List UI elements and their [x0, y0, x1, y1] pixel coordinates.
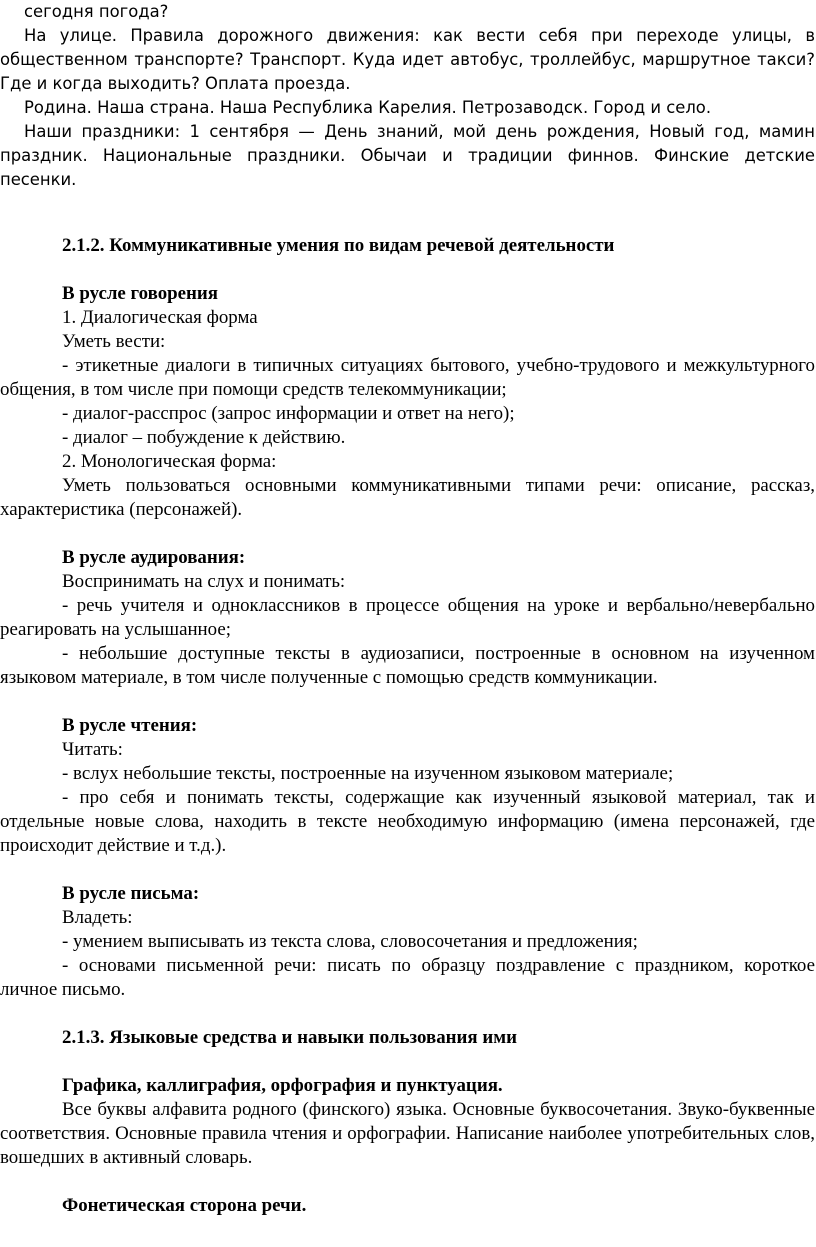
- list-item: - основами письменной речи: писать по образцу поздравление с праздником, короткое личное письмо.: [0, 955, 815, 1000]
- text-line: Читать:: [62, 739, 123, 760]
- subheading-phonetics: Фонетическая сторона речи.: [62, 1195, 307, 1216]
- subheading-reading: В русле чтения:: [62, 715, 198, 736]
- section-heading-212: 2.1.2. Коммуникативные умения по видам речевой деятельности: [62, 235, 615, 256]
- list-item: - про себя и понимать тексты, содержащие как изученный языковой материал, так и отдельные новые слова, находить в тексте необходимую информацию (имена персонажей, где происходит действие и т.д.).: [0, 787, 815, 856]
- paragraph-holidays: Наши праздники: 1 сентября — День знаний, мой день рождения, Новый год, мамин праздник. Национальные праздники. Обычаи и традиции финнов. Финские детские песенки.: [0, 122, 815, 189]
- list-item: - небольшие доступные тексты в аудиозаписи, построенные в основном на изученном языковом материале, в том числе полученные с помощью средств коммуникации.: [0, 643, 815, 688]
- text-line: сегодня погода?: [24, 2, 169, 21]
- list-item: - диалог-расспрос (запрос информации и ответ на него);: [62, 403, 515, 424]
- section-heading-213: 2.1.3. Языковые средства и навыки пользования ими: [62, 1027, 517, 1048]
- intro-text-block: [0, 0, 816, 192]
- list-item: - диалог – побуждение к действию.: [62, 427, 346, 448]
- text-line: 2. Монологическая форма:: [62, 451, 277, 472]
- subheading-writing: В русле письма:: [62, 883, 200, 904]
- text-line: 1. Диалогическая форма: [62, 307, 258, 328]
- text-line: Владеть:: [62, 907, 133, 928]
- subheading-speaking: В русле говорения: [62, 283, 219, 304]
- list-item: - вслух небольшие тексты, построенные на изученном языковом материале;: [62, 763, 674, 784]
- text-line: Уметь пользоваться основными коммуникативными типами речи: описание, рассказ, характеристика (персонажей).: [0, 475, 815, 520]
- subheading-listening: В русле аудирования:: [62, 547, 246, 568]
- list-item: - речь учителя и одноклассников в процессе общения на уроке и вербально/невербально реагировать на услышанное;: [0, 595, 815, 640]
- paragraph-street: На улице. Правила дорожного движения: как вести себя при переходе улицы, в общественном транспорте? Транспорт. Куда идет автобус, троллейбус, маршрутное такси? Где и когда выходить? Оплата проезда.: [0, 26, 815, 93]
- text-line: Воспринимать на слух и понимать:: [62, 571, 346, 592]
- list-item: - умением выписывать из текста слова, словосочетания и предложения;: [62, 931, 638, 952]
- paragraph-graphics: Все буквы алфавита родного (финского) языка. Основные буквосочетания. Звуко-буквенные соответствия. Основные правила чтения и орфографии. Написание наиболее употребительных слов, вошедших в активный словарь.: [0, 1099, 815, 1168]
- list-item: - этикетные диалоги в типичных ситуациях бытового, учебно-трудового и межкультурного общения, в том числе при помощи средств телекоммуникации;: [0, 355, 815, 400]
- text-line: Уметь вести:: [62, 331, 166, 352]
- paragraph-homeland: Родина. Наша страна. Наша Республика Карелия. Петрозаводск. Город и село.: [24, 98, 712, 117]
- subheading-graphics: Графика, каллиграфия, орфография и пунктуация.: [62, 1075, 503, 1096]
- main-text-block: [0, 234, 816, 1218]
